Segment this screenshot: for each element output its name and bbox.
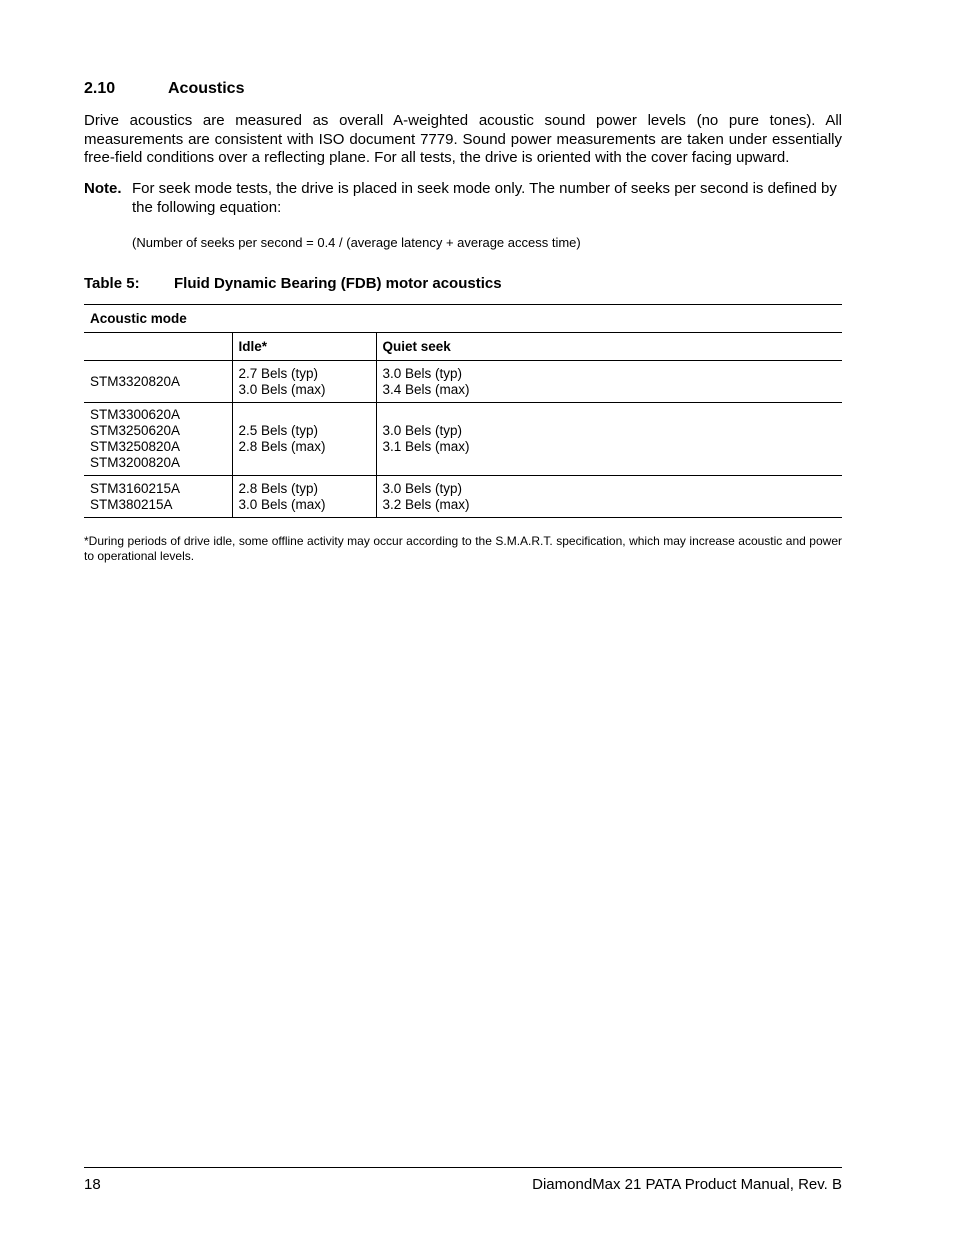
quiet-typ: 3.0 Bels (typ) [382,423,463,438]
table-footnote: *During periods of drive idle, some offline activity may occur according to the S.M.A.R.T. specification, which may increase acoustic and power to operational levels. [84,534,842,563]
table-number: Table 5: [84,275,140,292]
quiet-seek-cell [376,476,842,518]
quiet-seek-cell [376,403,842,476]
page-number: 18 [84,1176,101,1193]
intro-paragraph: Drive acoustics are measured as overall A-weighted acoustic sound power levels (no pure tones). All measurements are consistent with ISO document 7779. Sound power measurements are taken under essentially free-field conditions over a reflecting plane. For all tests, the drive is oriented with the cover facing upward. [84,112,842,166]
section-number: 2.10 [84,80,116,97]
idle-cell [232,476,376,518]
quiet-typ: 3.0 Bels (typ) [382,365,463,381]
idle-cell [232,403,376,476]
idle-typ: 2.7 Bels (typ) [238,365,319,381]
section-title: Acoustics [168,80,245,97]
idle-max: 3.0 Bels (max) [238,496,326,512]
model-name: STM3300620A [90,407,181,422]
idle-cell [232,361,376,403]
section-heading [84,80,244,98]
idle-typ: 2.8 Bels (typ) [238,480,319,496]
acoustic-mode-header: Acoustic mode [84,305,842,333]
model-column-header [84,333,232,361]
note-text: For seek mode tests, the drive is placed in seek mode only. The number of seeks per second is defined by the following equation: [132,180,837,216]
table-caption [84,275,502,292]
model-name: STM3320820A [90,373,181,389]
seek-equation: (Number of seeks per second = 0.4 / (average latency + average access time) [132,235,581,250]
model-name: STM3160215A [90,480,181,496]
quiet-max: 3.2 Bels (max) [382,496,470,512]
document-title: DiamondMax 21 PATA Product Manual, Rev. B [532,1176,842,1193]
model-cell [84,476,232,518]
idle-max: 2.8 Bels (max) [238,439,326,454]
table-row [84,403,842,476]
model-name: STM3250820A [90,439,181,454]
quiet-typ: 3.0 Bels (typ) [382,480,463,496]
document-page [84,0,842,1235]
note-label: Note. [84,180,122,197]
table-row [84,476,842,518]
acoustics-table [84,304,842,518]
idle-typ: 2.5 Bels (typ) [238,423,319,438]
footer-divider [84,1167,842,1168]
table-row [84,361,842,403]
model-name: STM3250620A [90,423,181,438]
model-name: STM3200820A [90,455,181,470]
quiet-seek-cell [376,361,842,403]
model-name: STM380215A [90,496,173,512]
quiet-max: 3.4 Bels (max) [382,381,470,397]
idle-column-header: Idle* [232,333,376,361]
table-title: Fluid Dynamic Bearing (FDB) motor acoustics [174,275,502,292]
model-cell [84,403,232,476]
table-header-row [84,305,842,333]
quiet-max: 3.1 Bels (max) [382,439,470,454]
table-column-header-row [84,333,842,361]
note-block [84,180,842,217]
model-cell [84,361,232,403]
quiet-seek-column-header: Quiet seek [376,333,842,361]
idle-max: 3.0 Bels (max) [238,381,326,397]
